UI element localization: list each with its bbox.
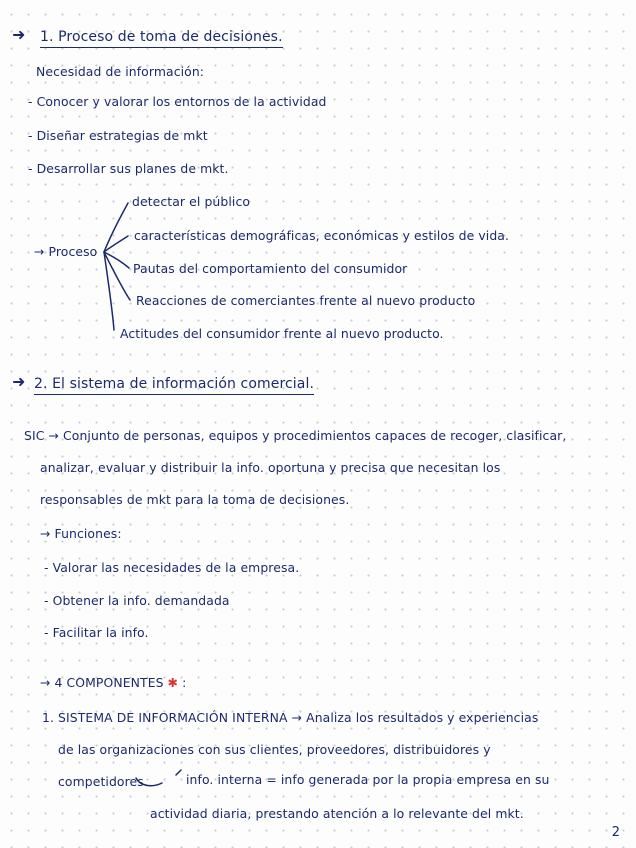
heading-arrow-icon: ➜: [12, 25, 26, 44]
sic-definition-line: SIC → Conjunto de personas, equipos y procedimientos capaces de recoger, clasificar,: [24, 428, 567, 443]
internal-info-line: actividad diaria, prestando atención a lo relevante del mkt.: [150, 806, 524, 821]
section-2-heading: 2. El sistema de información comercial.: [34, 377, 314, 395]
function-item: - Valorar las necesidades de la empresa.: [44, 560, 300, 575]
process-branch: Actitudes del consumidor frente al nuevo producto.: [120, 326, 444, 341]
components-colon: :: [182, 675, 187, 690]
process-label: → Proceso: [34, 244, 98, 259]
need-label: Necesidad de información:: [36, 64, 205, 79]
section-1-heading: 1. Proceso de toma de decisiones.: [40, 30, 283, 48]
sic-definition-line: analizar, evaluar y distribuir la info. oportuna y precisa que necesitan los: [40, 460, 501, 475]
process-branch: Reacciones de comerciantes frente al nuevo producto: [136, 293, 476, 308]
component-1-line: 1. SISTEMA DE INFORMACIÓN INTERNA → Analiza los resultados y experiencias: [42, 710, 539, 725]
sic-definition-line: responsables de mkt para la toma de decisiones.: [40, 492, 350, 507]
components-label-text: → 4 COMPONENTES: [40, 675, 164, 690]
component-1-line: competidores.: [58, 774, 148, 789]
components-label: [40, 677, 186, 689]
internal-info-line: info. interna = info generada por la propia empresa en su: [186, 772, 550, 787]
page-number: 2: [611, 825, 620, 840]
functions-label: → Funciones:: [40, 526, 122, 541]
process-branch: Pautas del comportamiento del consumidor: [133, 261, 408, 276]
need-item: - Conocer y valorar los entornos de la actividad: [28, 94, 327, 109]
function-item: - Obtener la info. demandada: [44, 593, 230, 608]
process-branch: detectar el público: [132, 194, 251, 209]
heading-arrow-icon: ➜: [12, 372, 26, 391]
process-branch: características demográficas, económicas y estilos de vida.: [134, 228, 510, 243]
need-item: - Desarrollar sus planes de mkt.: [28, 161, 229, 176]
star-icon: ✱: [167, 675, 179, 690]
need-item: - Diseñar estrategias de mkt: [28, 128, 208, 143]
function-item: - Facilitar la info.: [44, 625, 149, 640]
component-1-line: de las organizaciones con sus clientes, proveedores, distribuidores y: [58, 742, 491, 757]
